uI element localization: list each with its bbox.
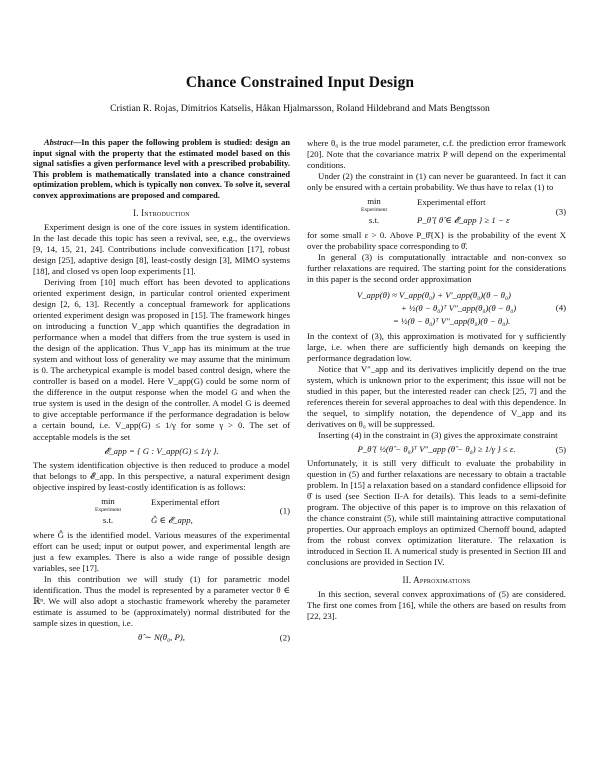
equation-number: (5)	[555, 443, 566, 454]
section-heading-introduction: I. Introduction	[133, 207, 190, 218]
paragraph: Deriving from [10] much effort has been devoted to applications oriented experiment design, in particular control oriented experiment design [2, 6, 13]. Recently a conceptual framework for applications oriented experiment design was proposed in [15]. The framework hinges on introducing a function V_app which quantifies the degradation in performance when a model that differs from the true system is used in the design of the application. Thus V_app has its minimum at the true system and without loss of generality we may assume that the minimum is 0. The archetypical example is model based control design, where the controller is based on a model. Here V_app(G) could be some norm of the difference in the output response when the model G and when the true system is used in the design of the controller. A model G is deemed to give acceptable performance if the performance degradation is below a certain bound, i.e. V_app(G) ≤ 1/γ for some γ > 0. The set of acceptable models is the set	[33, 276, 290, 442]
equation-line: + ½(θ − θ₀)ᵀ V″_app(θ₀)(θ − θ₀)	[400, 302, 517, 313]
equation-number: (2)	[279, 632, 290, 643]
equation-line: V_app(θ) ≈ V_app(θ₀) + V′_app(θ₀)(θ − θ₀)	[356, 289, 511, 300]
equation-number: (4)	[555, 302, 566, 313]
equation-5	[307, 444, 566, 455]
equation-number: (1)	[279, 505, 290, 516]
abstract-text: —In this paper the following problem is studied: design an input signal with the property that the estimated model based on this signal satisfies a given performance level with a prescribed probability. This problem is mathematically translated into a chance constrained optimization problem, which is typically non convex. To solve it, several convex approximations are proposed and compared.	[33, 138, 290, 200]
constraint: Ĝ ∈ 𝓔_app,	[151, 514, 193, 525]
equation-acceptable-set	[33, 446, 290, 457]
section-heading-approximations: II. Approximations	[402, 574, 471, 585]
paragraph: In the context of (3), this approximation is motivated for γ sufficiently large, i.e. when there are sufficiently high demands on keeping the performance degradation low.	[307, 330, 566, 363]
objective: Experimental effort	[151, 496, 220, 507]
equation-2	[33, 632, 290, 643]
min-operator: min	[101, 495, 115, 506]
paragraph: Unfortunately, it is still very difficult to evaluate the probability in question in (5) and further relaxations are necessary to obtain a tractable problem. In [15] a relaxation based on a standard confidence ellipsoid for θ̂ is used (see Section II-A for details). This leads to a semi-definite program. The objective of this paper is to improve on this relaxation of the chance constraint (5), while still maintaining attractive computational properties. Our approach employs an optimized Chernoff bound, adapted from the robust convex optimization literature. The relaxation is introduced in Section II. A numerical study is presented in Section III and conclusions are provided in Section IV.	[307, 458, 566, 568]
paragraph: Under (2) the constraint in (1) can never be guaranteed. In fact it can only be ensured with a certain probability. We thus have to relax (1) to	[307, 171, 566, 193]
objective: Experimental effort	[417, 197, 486, 208]
paragraph: where Ĝ is the identified model. Various measures of the experimental effort can be used; input or output power, and experimental length are just a few examples. There is also a wide range of possible design variables, see [17].	[33, 529, 290, 573]
equation-3	[307, 197, 566, 226]
abstract	[33, 138, 290, 202]
paragraph: Experiment design is one of the core issues in system identification. In the last decade this topic has seen a revival, see, e.g., the overviews [9, 14, 15, 21, 24]. Contributions include convexification [17], robust design [25], adaptive design [8], least-costly design [3], MIMO systems [18], and closed vs open loop experiments [1].	[33, 221, 290, 276]
equation-text: θ̂ ∼ N(θ₀, P),	[138, 632, 185, 643]
min-subscript: Experiment	[94, 506, 122, 513]
right-column	[307, 138, 566, 622]
equation-1	[33, 497, 290, 526]
min-operator: min	[367, 196, 381, 207]
paragraph: Inserting (4) in the constraint in (3) gives the approximate constraint	[318, 429, 558, 440]
subject-to: s.t.	[368, 215, 380, 226]
equation-number: (3)	[555, 206, 566, 217]
equation-4	[307, 289, 566, 328]
equation-text: P_θ̂ { ½(θ̂ − θ₀)ᵀ V″_app (θ̂ − θ₀) ≥ 1/γ } ≤ ε.	[357, 443, 516, 454]
paper-title: Chance Constrained Input Design	[185, 74, 415, 91]
subject-to: s.t.	[102, 514, 114, 525]
paragraph: In general (3) is computationally intractable and non-convex so further relaxations are required. The starting point for the considerations in this paper is the second order approximation	[307, 252, 566, 285]
constraint: P_θ̂ { θ̂ ∈ 𝓔_app } ≥ 1 − ε	[417, 215, 510, 226]
equation-text: 𝓔_app = { G : V_app(G) ≤ 1/γ }.	[104, 445, 219, 456]
equation-line: = ½(θ − θ₀)ᵀ V″_app(θ₀)(θ − θ₀).	[392, 315, 511, 326]
paragraph: The system identification objective is then reduced to produce a model that belongs to 𝓔_app. In this perspective, a natural experiment design objective inspired by least-costly identification is as follows:	[33, 459, 290, 492]
author-list: Cristian R. Rojas, Dimitrios Katselis, Håkan Hjalmarsson, Roland Hildebrand and Mats Bengtsson	[110, 103, 490, 114]
abstract-label: Abstract	[44, 138, 73, 147]
paragraph: for some small ε > 0. Above P_θ̂{X} is the probability of the event X over the probability space corresponding to θ̂.	[307, 230, 566, 252]
paragraph: In this contribution we will study (1) for parametric model identification. Thus the model is represented by a parameter vector θ ∈ ℝⁿ. We will also adopt a stochastic framework whereby the parameter estimate is assumed to be (approximately) normal distributed for the sample sizes in question, i.e.	[33, 573, 290, 629]
paragraph: where θ₀ is the true model parameter, c.f. the prediction error framework [20]. Note that the covariance matrix P will depend on the experimental conditions.	[307, 138, 566, 171]
min-subscript: Experiment	[360, 207, 388, 214]
left-column	[33, 138, 290, 646]
paragraph: Notice that V″_app and its derivatives implicitly depend on the true system, which is unknown prior to the experiment; this issue will not be studied in this paper, but the interested reader can check [25, 7] and the references therein for several approaches to deal with this dependence. In the sequel, to simplify notation, the dependence of V_app and its derivatives on θ₀ will be suppressed.	[307, 363, 566, 429]
paragraph: In this section, several convex approximations of (5) are considered. The first one comes from [16], while the others are based on results from [22, 23].	[307, 588, 566, 621]
